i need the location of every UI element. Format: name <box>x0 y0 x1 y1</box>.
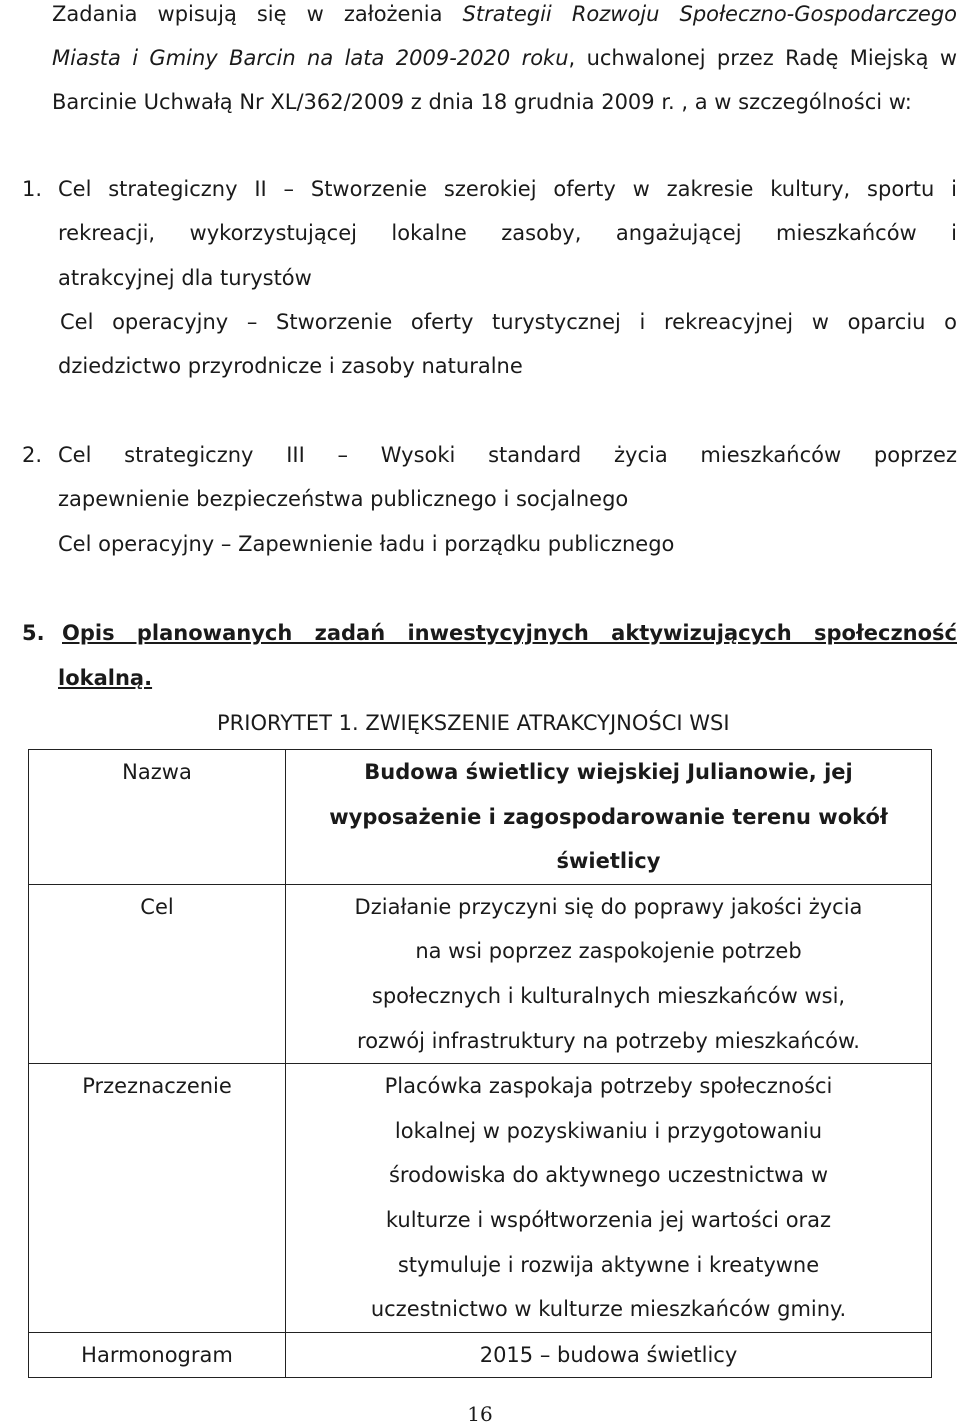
przeznaczenie-line: środowiska do aktywnego uczestnictwa w <box>388 1163 829 1188</box>
row-label-przeznaczenie: Przeznaczenie <box>29 1064 286 1333</box>
intro-line-1: Zadania wpisują się w założenia Strategii Rozwoju Społeczno-Gospodarczego <box>52 2 957 26</box>
task-info-table <box>28 749 932 1378</box>
harmonogram-line: 2015 – budowa świetlicy <box>479 1342 738 1367</box>
table-row <box>29 1332 932 1378</box>
goal-2-line-1: Cel strategiczny III – Wysoki standard życia mieszkańców poprzez <box>58 443 957 467</box>
row-value-cel <box>286 884 932 1063</box>
cel-line: na wsi poprzez zaspokojenie potrzeb <box>415 939 802 964</box>
intro-line-2: Miasta i Gminy Barcin na lata 2009-2020 roku, uchwalonej przez Radę Miejską w <box>52 46 957 70</box>
row-label-cel: Cel <box>29 884 286 1063</box>
goal-2-line-3: Cel operacyjny – Zapewnienie ładu i porządku publicznego <box>58 532 675 556</box>
row-label-nazwa: Nazwa <box>29 750 286 885</box>
przeznaczenie-line: Placówka zaspokaja potrzeby społeczności <box>384 1074 833 1099</box>
table-row <box>29 750 932 885</box>
cel-line: społecznych i kulturalnych mieszkańców wsi, <box>371 983 846 1008</box>
section-title-line-1: Opis planowanych zadań inwestycyjnych aktywizujących społeczność <box>62 621 957 645</box>
przeznaczenie-line: stymuluje i rozwija aktywne i kreatywne <box>397 1252 820 1277</box>
goal-1-line-5: dziedzictwo przyrodnicze i zasoby naturalne <box>58 354 523 378</box>
row-value-harmonogram <box>286 1332 932 1378</box>
goal-1-line-4: Cel operacyjny – Stworzenie oferty turystycznej i rekreacyjnej w oparciu o <box>60 310 957 334</box>
goal-1-line-1: Cel strategiczny II – Stworzenie szerokiej oferty w zakresie kultury, sportu i <box>58 177 957 201</box>
cel-line: rozwój infrastruktury na potrzeby mieszkańców. <box>357 1028 860 1053</box>
przeznaczenie-line: lokalnej w pozyskiwaniu i przygotowaniu <box>394 1118 823 1143</box>
row-value-nazwa <box>286 750 932 885</box>
przeznaczenie-line: uczestnictwo w kulturze mieszkańców gminy. <box>370 1297 847 1322</box>
row-label-harmonogram: Harmonogram <box>29 1332 286 1378</box>
nazwa-line: świetlicy <box>556 849 661 874</box>
nazwa-line: wyposażenie i zagospodarowanie terenu wokół <box>329 804 888 829</box>
goal-2-number: 2. <box>22 443 43 467</box>
section-title-line-2: lokalną. <box>58 666 153 690</box>
cel-line: Działanie przyczyni się do poprawy jakości życia <box>354 894 863 919</box>
goal-1-number: 1. <box>22 177 43 201</box>
goal-1-line-3: atrakcyjnej dla turystów <box>58 266 312 290</box>
table-row <box>29 884 932 1063</box>
page-number: 16 <box>467 1402 493 1426</box>
row-value-przeznaczenie <box>286 1064 932 1333</box>
table-row <box>29 1064 932 1333</box>
goal-1-line-2: rekreacji, wykorzystującej lokalne zasoby, angażującej mieszkańców i <box>58 221 957 245</box>
section-number: 5. <box>22 621 45 645</box>
goal-2-line-2: zapewnienie bezpieczeństwa publicznego i socjalnego <box>58 487 629 511</box>
intro-line-3: Barcinie Uchwałą Nr XL/362/2009 z dnia 18 grudnia 2009 r. , a w szczególności w: <box>52 90 912 114</box>
nazwa-line: Budowa świetlicy wiejskiej Julianowie, jej <box>364 760 853 784</box>
przeznaczenie-line: kulturze i współtworzenia jej wartości oraz <box>385 1207 832 1232</box>
